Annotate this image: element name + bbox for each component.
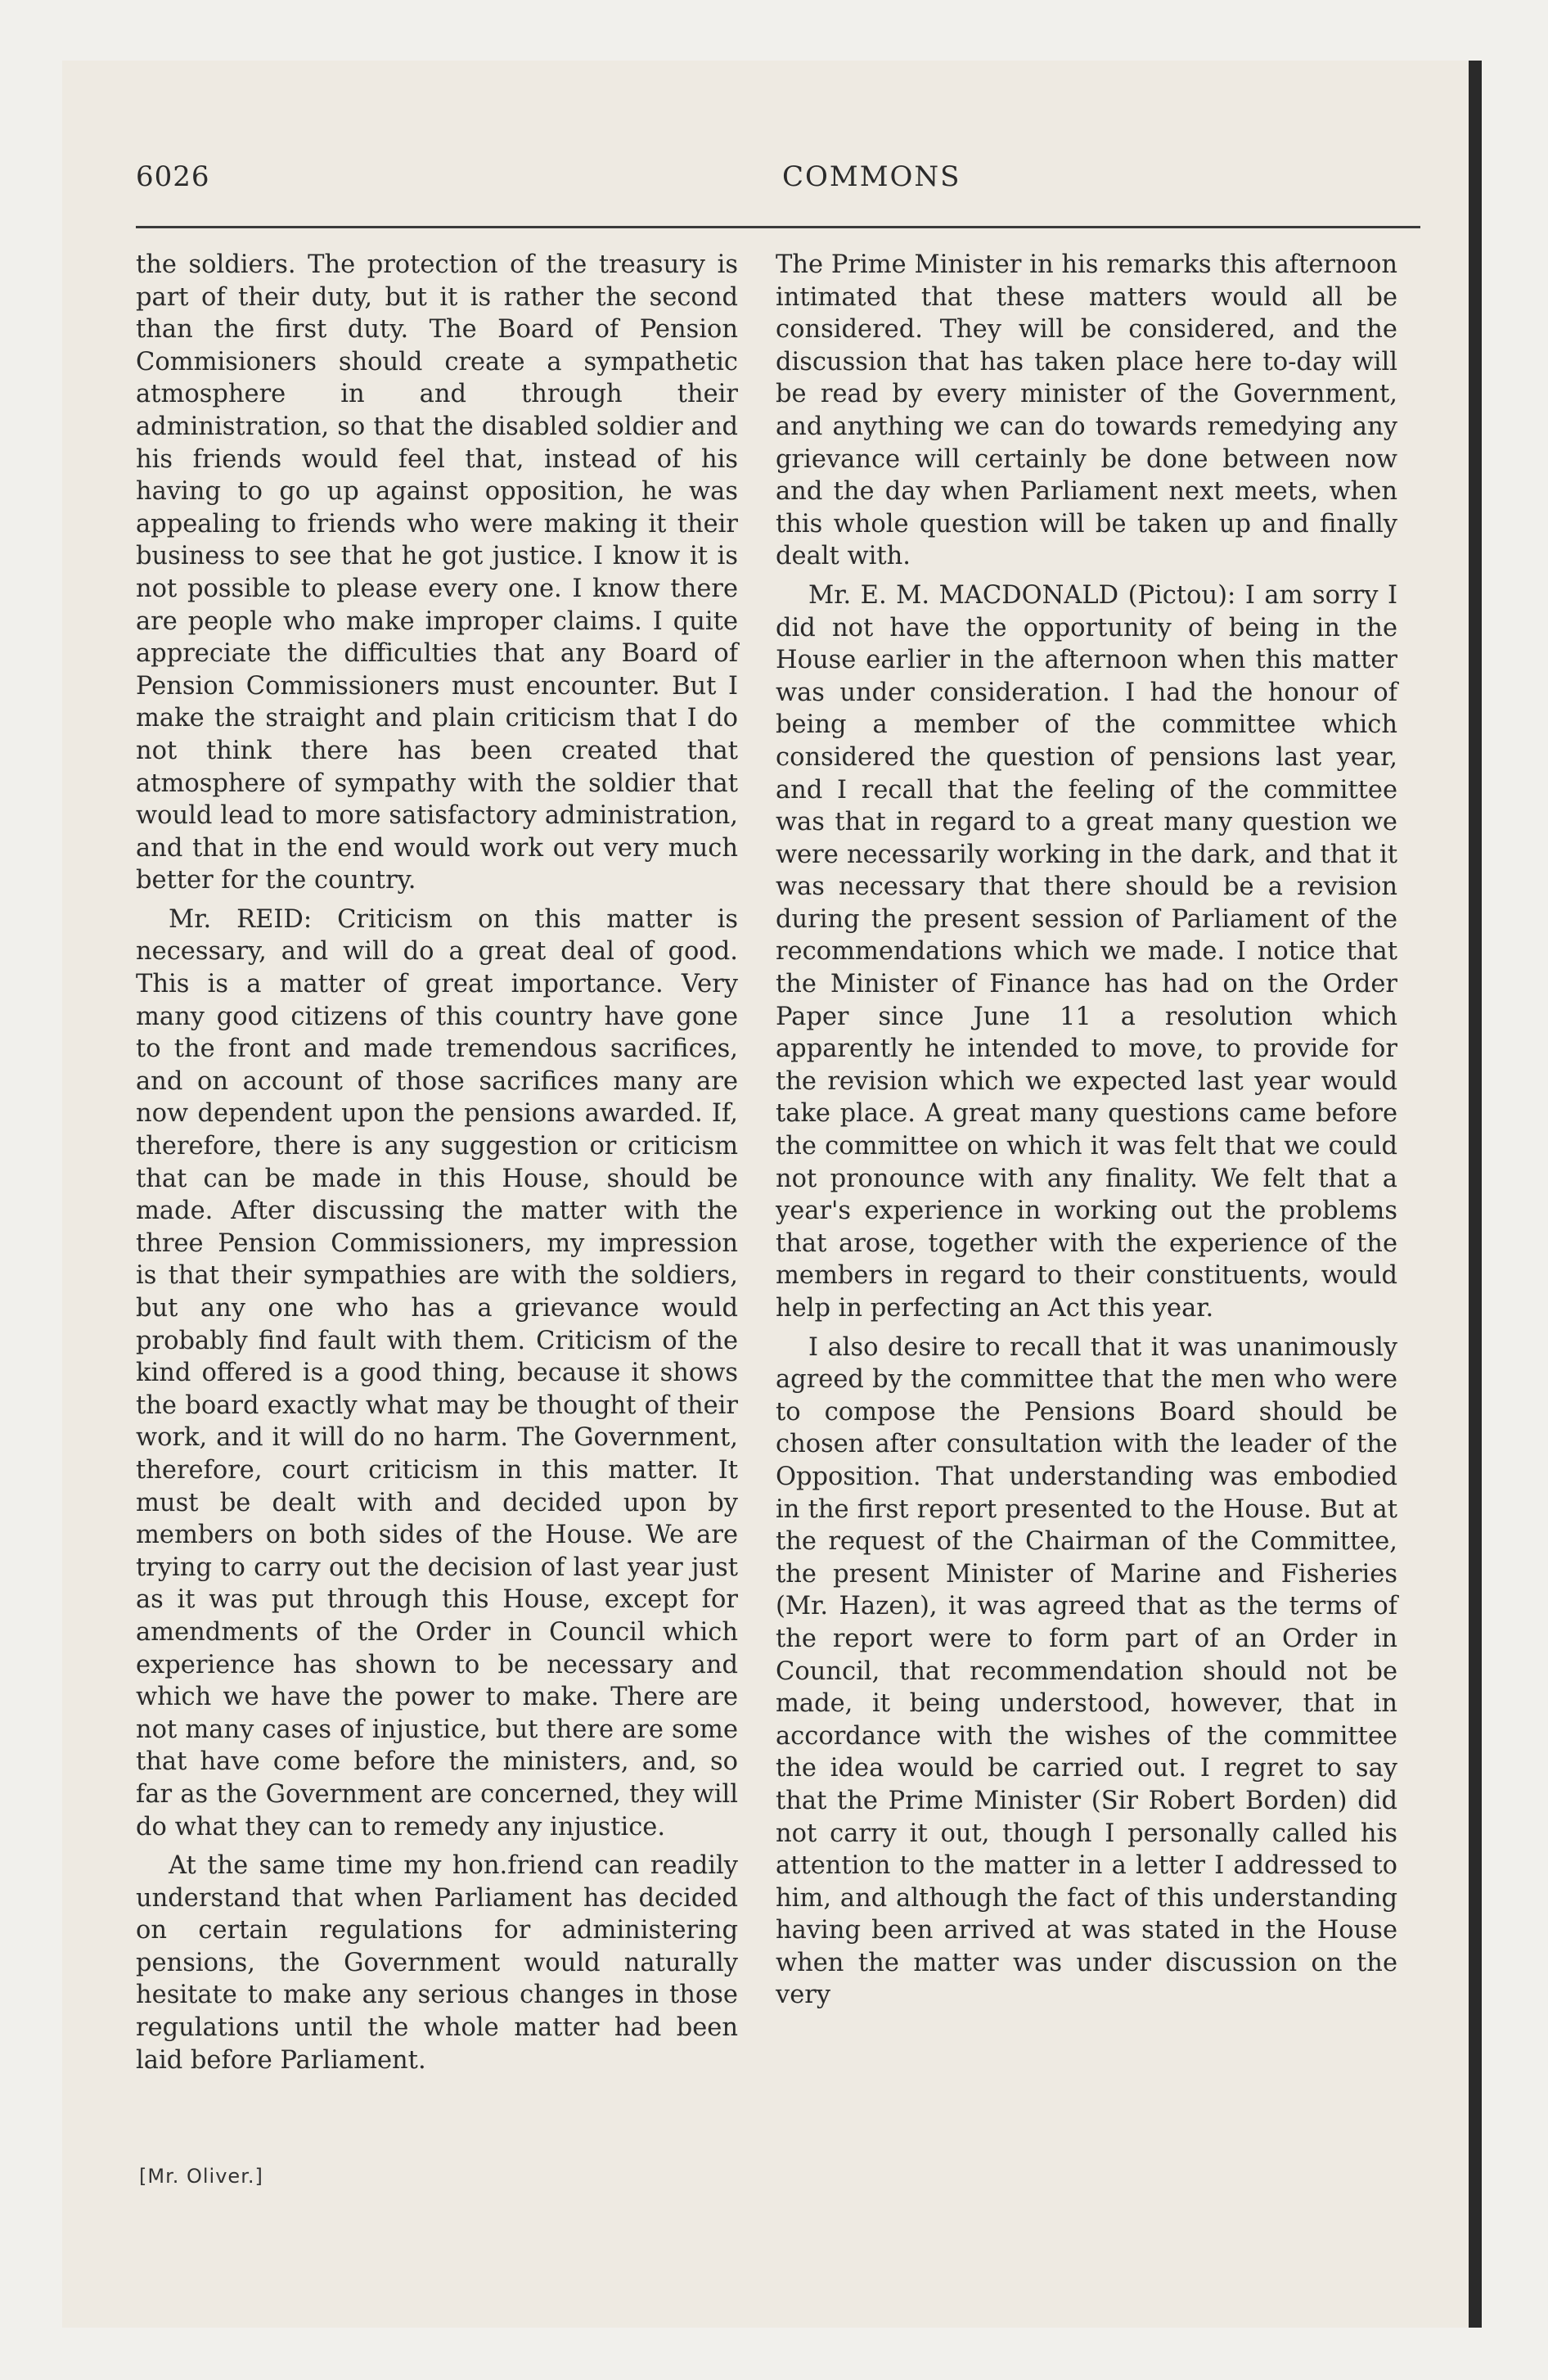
right-column: [776, 249, 1397, 2018]
paragraph: The Prime Minister in his remarks this afternoon intimated that these matters would all be considered. They will be considered, and the discussion that has taken place here to-day will be read by every minister of the Government, and anything we can do towards remedying any grievance will certainly be done between now and the day when Parliament next meets, when this whole question will be taken up and finally dealt with.: [776, 250, 1397, 571]
paragraph: I also desire to recall that it was unanimously agreed by the committee that the men who were to compose the Pensions Board should be chosen after consultation with the leader of the Opposition. That understanding was embodied in the first report presented to the House. But at the request of the Chairman of the Committee, the present Minister of Marine and Fisheries (Mr. Hazen), it was agreed that as the terms of the report were to form part of an Order in Council, that recommendation should not be made, it being understood, however, that in accordance with the wishes of the committee the idea would be carried out. I regret to say that the Prime Minister (Sir Robert Borden) did not carry it out, though I personally called his attention to the matter in a letter I addressed to him, and although the fact of this understanding having been arrived at was stated in the House when the matter was under discussion on the very: [776, 1332, 1397, 2010]
page-binding-edge: [1469, 61, 1482, 2328]
paragraph: Mr. E. M. MACDONALD (Pictou): I am sorry I did not have the opportunity of being in the House earlier in the afternoon when this matter was under consideration. I had the honour of being a member of the committee which considered the question of pensions last year, and I recall that the feeling of the committee was that in regard to a great many question we were necessarily working in the dark, and that it was necessary that there should be a revision during the present session of Parliament of the recommendations which we made. I notice that the Minister of Finance has had on the Order Paper since June 11 a resolution which apparently he intended to move, to provide for the revision which we expected last year would take place. A great many questions came before the committee on which it was felt that we could not pronounce with any finality. We felt that a year's experience in working out the problems that arose, together with the experience of the members in regard to their constituents, would help in perfecting an Act this year.: [776, 580, 1397, 1323]
paragraph: the soldiers. The protection of the treasury is part of their duty, but it is rather the second than the first duty. The Board of Pension Commisioners should create a sympathetic atmosphere in and through their administration, so that the disabled soldier and his friends would feel that, instead of his having to go up against opposition, he was appealing to friends who were making it their business to see that he got justice. I know it is not possible to please every one. I know there are people who make improper claims. I quite appreciate the difficulties that any Board of Pension Commissioners must encounter. But I make the straight and plain criticism that I do not think there has been created that atmosphere of sympathy with the soldier that would lead to more satisfactory administration, and that in the end would work out very much better for the country.: [136, 250, 738, 895]
paragraph: At the same time my hon.friend can readily understand that when Parliament has decided on certain regulations for administering pensions, the Government would naturally hesitate to make any serious changes in those regulations until the whole matter had been laid before Parliament.: [136, 1851, 738, 2075]
left-column: [136, 249, 738, 2083]
page-number: 6026: [136, 160, 210, 193]
running-head: COMMONS: [782, 160, 961, 193]
header-rule: [136, 226, 1420, 228]
page-header: [136, 160, 1419, 205]
paragraph: Mr. REID: Criticism on this matter is necessary, and will do a great deal of good. This is a matter of great importance. Very many good citizens of this country have gone to the front and made tremendous sacrifices, and on account of those sacrifices many are now dependent upon the pensions awarded. If, therefore, there is any suggestion or criticism that can be made in this House, should be made. After discussing the matter with the three Pension Commissioners, my impression is that their sympathies are with the soldiers, but any one who has a grievance would probably find fault with them. Criticism of the kind offered is a good thing, because it shows the board exactly what may be thought of their work, and it will do no harm. The Government, therefore, court criticism in this matter. It must be dealt with and decided upon by members on both sides of the House. We are trying to carry out the decision of last year just as it was put through this House, except for amendments of the Order in Council which experience has shown to be necessary and which we have the power to make. There are not many cases of injustice, but there are some that have come before the ministers, and, so far as the Government are concerned, they will do what they can to remedy any injustice.: [136, 904, 738, 1841]
speaker-attribution: [Mr. Oliver.]: [139, 2165, 263, 2188]
